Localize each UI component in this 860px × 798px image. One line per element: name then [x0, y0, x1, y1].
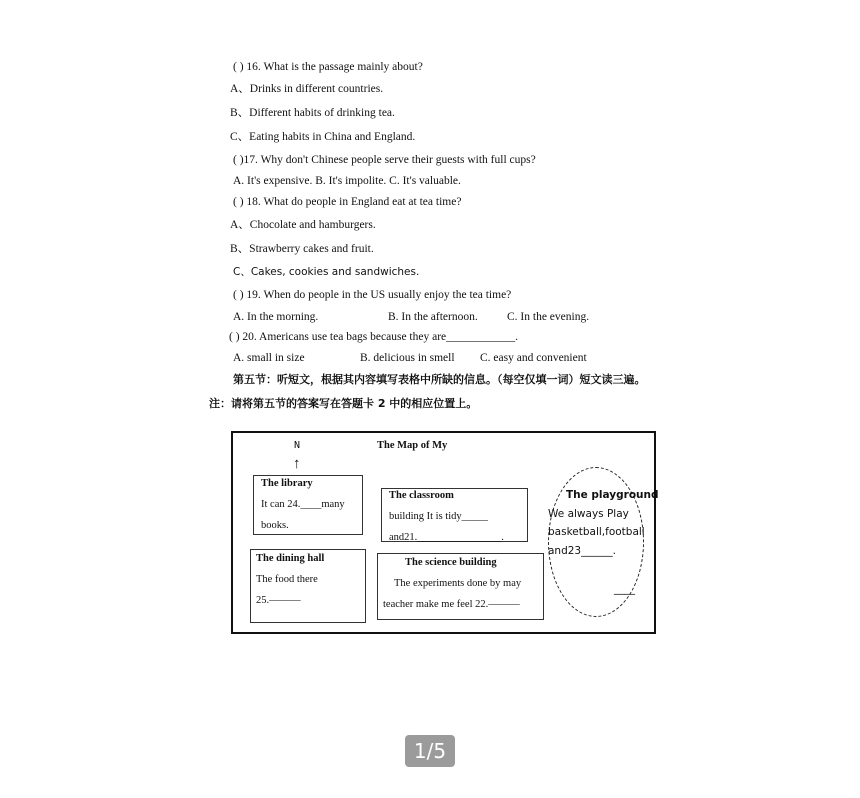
question-16-option-a: A、Drinks in different countries. [230, 83, 384, 95]
question-17-options: A. It's expensive. B. It's impolite. C. It's valuable. [233, 175, 461, 187]
question-18-option-b: B、Strawberry cakes and fruit. [230, 243, 374, 255]
north-arrow-icon: ↑ [293, 456, 301, 472]
library-line-2: books. [261, 520, 289, 531]
question-16-option-c: C、Eating habits in China and England. [230, 131, 416, 143]
section-5-instruction: 第五节：听短文，根据其内容填写表格中所缺的信息。（每空仅填一词）短文读三遍。 [233, 373, 646, 386]
question-19: ( ) 19. When do people in the US usually enjoy the tea time? [233, 289, 512, 301]
classroom-title: The classroom [389, 490, 454, 501]
question-20-option-c: C. easy and convenient [480, 352, 587, 364]
question-17: ( )17. Why don't Chinese people serve their guests with full cups? [233, 154, 536, 166]
section-5-note: 注：请将第五节的答案写在答题卡 2 中的相应位置上。 [209, 397, 478, 410]
question-18-option-c: C、Cakes, cookies and sandwiches. [233, 266, 420, 278]
question-18: ( ) 18. What do people in England eat at tea time? [233, 196, 462, 208]
science-building-line-2: teacher make me feel 22.——— [383, 599, 520, 610]
dining-hall-line-2: 25.——— [256, 595, 301, 606]
north-label: N [294, 440, 301, 451]
playground-line-3: and23______. [548, 545, 616, 557]
question-18-option-a: A、Chocolate and hamburgers. [230, 219, 376, 231]
playground-line-2: basketball,football [548, 526, 645, 538]
science-building-line-1: The experiments done by may [394, 578, 522, 589]
question-20: ( ) 20. Americans use tea bags because they are____________. [229, 331, 519, 343]
library-title: The library [261, 478, 313, 489]
question-16: ( ) 16. What is the passage mainly about? [233, 61, 423, 73]
playground-title: The playground [566, 489, 659, 501]
dining-hall-title: The dining hall [256, 553, 325, 564]
classroom-line-2: and21.________________. [389, 532, 504, 543]
classroom-line-1: building It is tidy_____ [389, 511, 488, 522]
map-title: The Map of My [377, 440, 448, 451]
question-20-option-b: B. delicious in smell [360, 352, 455, 364]
question-19-option-b: B. In the afternoon. [388, 311, 478, 323]
playground-line-1: We always Play [548, 508, 629, 520]
page-indicator: 1/5 [405, 735, 455, 767]
playground-blank: ____ [614, 583, 635, 595]
question-19-option-a: A. In the morning. [233, 311, 319, 323]
science-building-title: The science building [405, 557, 497, 568]
question-16-option-b: B、Different habits of drinking tea. [230, 107, 395, 119]
question-20-option-a: A. small in size [233, 352, 305, 364]
question-19-option-c: C. In the evening. [507, 311, 590, 323]
dining-hall-line-1: The food there [256, 574, 318, 585]
library-line-1: It can 24.____many [261, 499, 345, 510]
